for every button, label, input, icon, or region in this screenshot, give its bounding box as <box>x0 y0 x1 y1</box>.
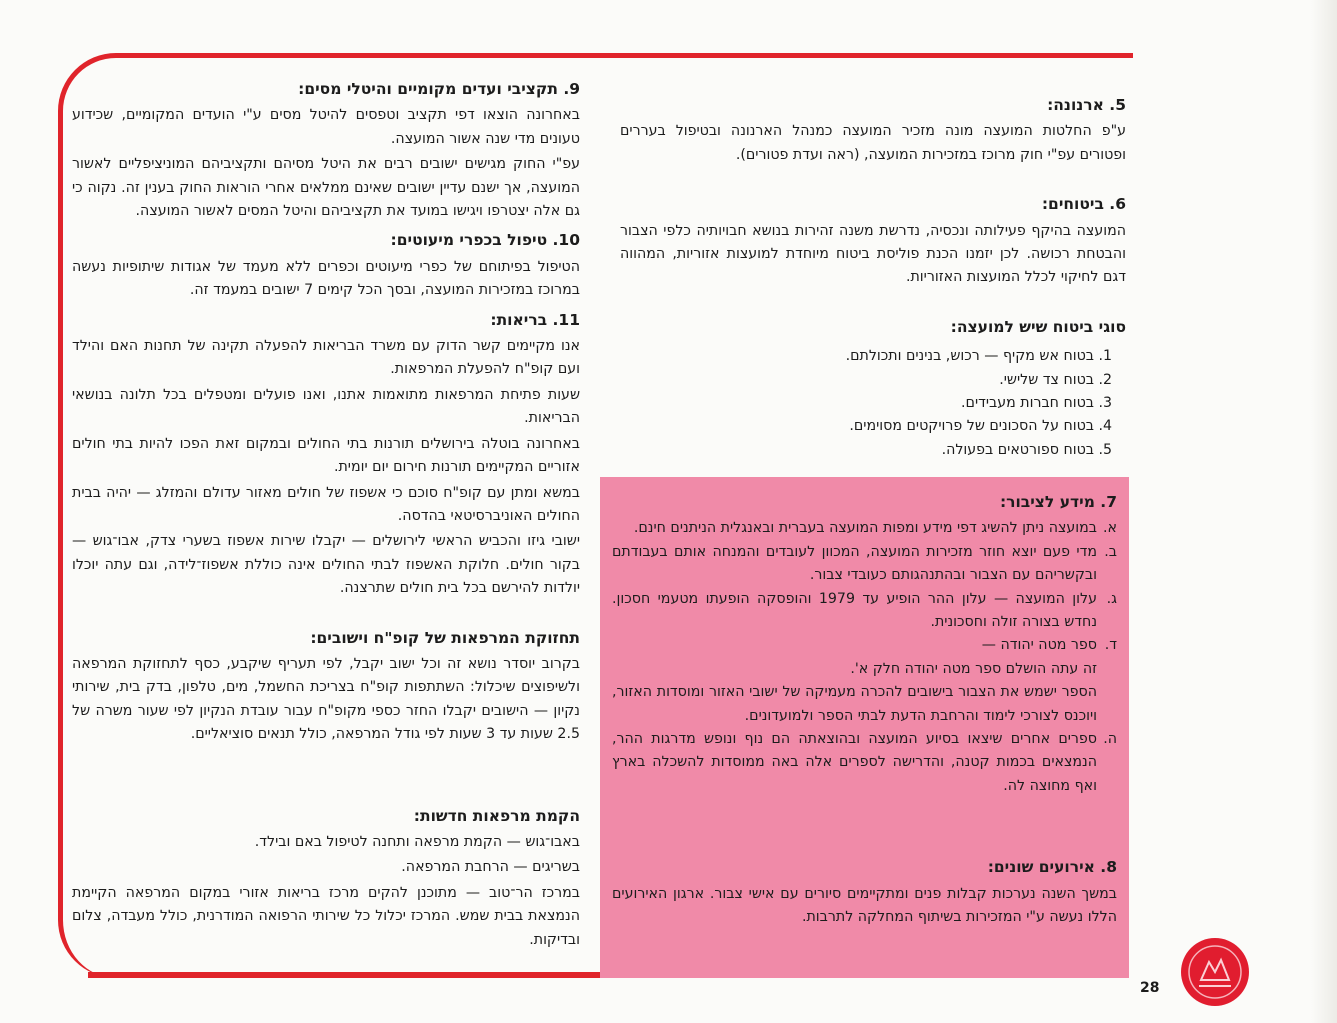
section-11-paragraph-4: במשא ומתן עם קופ"ח סוכם כי אשפוז של חולים מאזור עדולם והמזלג — יהיה בבית החולים האוניברסיטאי בהדסה. <box>72 484 580 524</box>
new-clinics-title: הקמת מרפאות חדשות: <box>413 806 580 825</box>
new-clinics-paragraph-3: במרכז הר־טוב — מתוכנן להקים מרכז בריאות אזורי במקום המרפאה הקיימת הנמצאת בבית שמש. המרכז יכלול כל שירותי הרפואה המודרנית, כולל מעבדה, צלום ובדיקות. <box>72 884 580 948</box>
new-clinics-paragraph-1: באבו־גוש — הקמת מרפאה ותחנה לטיפול באם ובילד. <box>254 833 580 850</box>
council-logo-icon <box>1179 936 1251 1008</box>
left-column <box>72 72 580 954</box>
info-item <box>612 517 1117 540</box>
new-clinics-paragraph-2: בשריגים — הרחבת המרפאה. <box>401 859 580 876</box>
section-7-title: 7. מידע לציבור: <box>999 493 1117 511</box>
insurance-item: 3. בטוח חברות מעבידים. <box>620 392 1094 415</box>
clinic-maintenance-title: תחזוקת המרפאות של קופ"ח וישובים: <box>310 628 580 647</box>
public-info-box <box>600 477 1129 978</box>
section-11-paragraph-1: אנו מקיימים קשר הדוק עם משרד הבריאות להפעלה תקינה של תחנות האם והילד ועם קופ"ח להפעלת המרפאות. <box>72 338 580 378</box>
item-text-block <box>612 634 1097 728</box>
page-edge-shadow <box>1311 0 1337 1023</box>
section-5-text: ע"פ החלטות המועצה מונה מזכיר המועצה כמנהל הארנונה ובטיפול בעררים ופטורים עפ"י חוק מרוכז במזכירות המועצה, (ראה ועדת פטורים). <box>620 123 1126 163</box>
right-column <box>620 88 1126 462</box>
section-8-title: 8. אירועים שונים: <box>987 858 1117 877</box>
item-text: מדי פעם יוצא חוזר מזכירות המועצה, המכוון לעובדים והמנחה אותם בעבודתם ובקשריהם עם הצבור ובהתנהגותם כעובדי צבור. <box>612 543 1097 584</box>
item-letter: ג. <box>1106 590 1117 607</box>
info-item <box>612 541 1117 588</box>
info-item <box>612 728 1117 798</box>
section-9-paragraph-1: באחרונה הוצאו דפי תקציב וטפסים להיטל מסים ע"י הועדים המקומיים, שכידוע טעונים מדי שנה אשור המועצה. <box>72 107 580 147</box>
section-11-paragraph-5: ישובי גיזו והכביש הראשי לירושלים — יקבלו שירות אשפוז בשערי צדק, אבו־גוש — בקור חולים. חלוקת האשפוז לבתי החולים אינה כוללת אשפוז־לידה, וגם עתה יוכלו יולדות להירשם בכל בית חולים שתרצנה. <box>72 533 580 597</box>
section-11-title: 11. בריאות: <box>490 310 580 329</box>
insurance-item: 2. בטוח צד שלישי. <box>620 369 1094 392</box>
section-5-title: 5. ארנונה: <box>1047 96 1126 114</box>
item-letter: ב. <box>1104 543 1117 560</box>
insurance-item: 5. בטוח ספורטאים בפעולה. <box>620 439 1094 462</box>
section-9-paragraph-2: עפ"י החוק מגישים ישובים רבים את היטל מסיהם ותקציביהם המוניציפליים לאשור המועצה, אך ישנם עדיין ישובים שאינם ממלאים אחרי הוראות החוק בענין זה. נקוה כי גם אלה יצטרפו ויגישו במועד את תקציביהם והיטל המסים לאשור המועצה. <box>72 156 580 220</box>
clinic-maintenance-text: בקרוב יוסדר נושא זה וכל ישוב יקבל, לפי תעריף שיקבע, כסף לתחזוקת המרפאה ולשיפוצים שיכלול: השתתפות קופ"ח בצריכת החשמל, מים, טלפון, בדק בית, שירותי נקיון — הישובים יקבלו החזר כספי מקופ"ח עבור עובדת הנקיון לפי שעור משרה של 2.5 שעות עד 3 שעות לפי גודל המרפאה, כולל תנאים סוציאליים. <box>72 655 580 743</box>
info-item <box>612 634 1117 728</box>
section-10-text: הטיפול בפיתוחם של כפרי מיעוטים וכפרים ללא מעמד של אגודות שיתופיות נעשה במרוכז במזכירות המועצה, ובסך הכל קימים 7 ישובים במעמד זה. <box>72 258 580 299</box>
page-number: 28 <box>1140 980 1160 996</box>
insurance-list <box>620 345 1126 462</box>
section-6-text: המועצה בהיקף פעילותה ונכסיה, נדרשת משנה זהירות בנושא חבויותיה כלפי הצבור והבטחת רכושה. לכן יזמנו הכנת פוליסת ביטוח מיוחדת למועצות אזוריות, המהווה דגם לחיקוי לכלל המועצות האזוריות. <box>620 222 1126 286</box>
item-letter: ד. <box>1104 637 1117 654</box>
item-text: ספר מטה יהודה — <box>981 637 1097 654</box>
item-letter: א. <box>1103 520 1117 537</box>
info-item <box>612 588 1117 635</box>
item-letter: ה. <box>1103 731 1117 748</box>
section-10-title: 10. טיפול בכפרי מיעוטים: <box>390 231 580 250</box>
section-11-paragraph-2: שעות פתיחת המרפאות מתואמות אתנו, ואנו פועלים ומטפלים בכל תלונה בנושאי הבריאות. <box>72 386 580 427</box>
insurance-item: 1. בטוח אש מקיף — רכוש, בנינים ותכולתם. <box>620 345 1094 368</box>
insurance-item: 4. בטוח על הסכונים של פרויקטים מסוימים. <box>620 415 1094 438</box>
section-6-title: 6. ביטוחים: <box>1041 195 1126 214</box>
item-text-paragraph: הספר ישמש את הצבור בישובים להכרה מעמיקה של ישובי האזור ומוסדות האזור, ויוכנס לצורכי לימוד והרחבת הדעת לבתי הספר ולמועדונים. <box>612 684 1097 724</box>
item-text: עלון המועצה — עלון ההר הופיע עד 1979 והופסקה הופעתו מטעמי חסכון. נחדש בצורה זולה וחסכונית. <box>612 590 1097 631</box>
item-text: ספרים אחרים שיצאו בסיוע המועצה ובהוצאתה הם נוף ונופש מדרגות ההר, הנמצאים בכמות קטנה, והדרישה לספרים אלה באה ממוסדות להשכלה בארץ ואף מחוצה לה. <box>612 731 1097 794</box>
insurance-types-title: סוגי ביטוח שיש למועצה: <box>950 317 1126 336</box>
section-8-text: במשך השנה נערכות קבלות פנים ומתקיימים סיורים עם אישי צבור. ארגון האירועים הללו נעשה ע"י המזכירות בשיתוף המחלקה לתרבות. <box>612 885 1117 926</box>
section-9-title: 9. תקציבי ועדים מקומיים והיטלי מסים: <box>298 80 580 98</box>
section-11-paragraph-3: באחרונה בוטלה בירושלים תורנות בתי החולים ובמקום זאת הפכו להיות בתי חולים אזוריים המקיימים תורנות חירום יום יומית. <box>72 435 580 476</box>
item-text-line: זה עתה הושלם ספר מטה יהודה חלק א'. <box>850 660 1097 677</box>
item-text: במועצה ניתן להשיג דפי מידע ומפות המועצה בעברית ובאנגלית הניתנים חינם. <box>633 520 1097 537</box>
